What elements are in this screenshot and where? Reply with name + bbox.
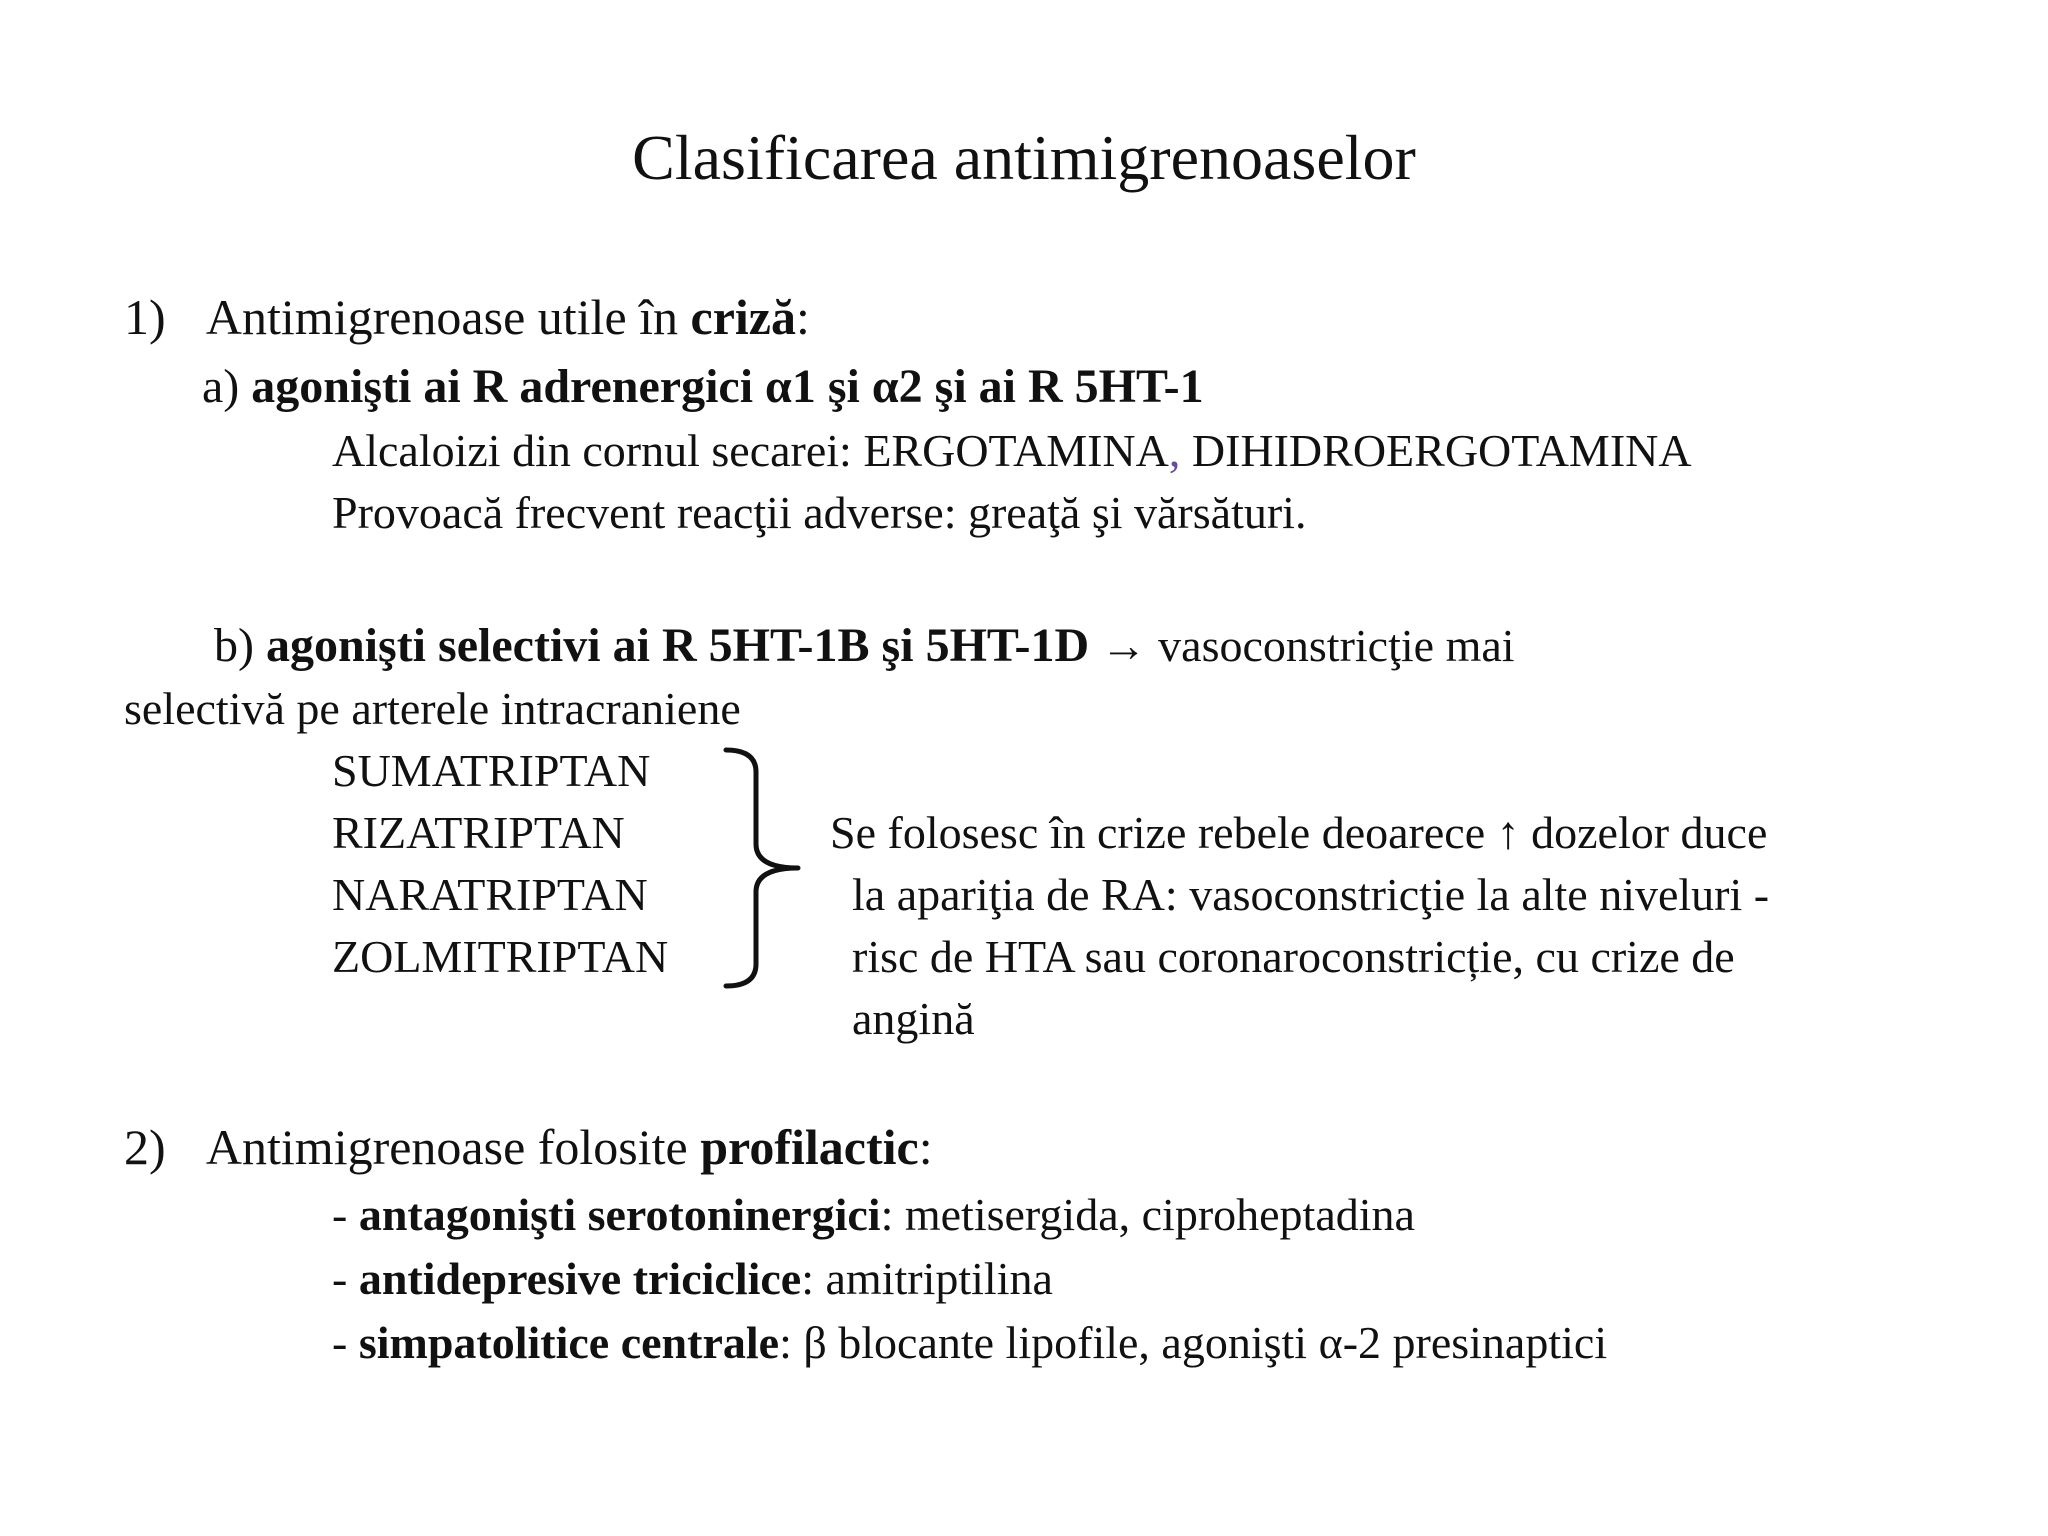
prophylactic-item [332,1253,1053,1304]
list-dash: - [332,1189,359,1240]
subsection-a-title: agonişti ai R adrenergici α1 şi α2 şi ai R 5HT-1 [251,360,1204,413]
section2-bold: profilactic [700,1119,919,1175]
drug-item: RIZATRIPTAN [332,807,625,858]
list-dash: - [332,1253,359,1304]
subsection-b-label: b) [214,619,266,672]
subsection-b-arrow-text: → vasoconstricţie mai [1089,620,1515,671]
subsection-b-heading [214,619,1515,672]
prophylactic-drugs: : metisergida, ciproheptadina [880,1189,1415,1240]
triptan-note-line: la apariţia de RA: vasoconstricţie la alte niveluri - [852,869,1770,920]
section2-number: 2) [124,1119,166,1175]
subsection-b-continuation: selectivă pe arterele intracraniene [124,683,741,734]
prophylactic-drugs: : amitriptilina [801,1253,1053,1304]
slide-title: Clasificarea antimigrenoaselor [632,122,1416,193]
section2-tail: : [918,1119,933,1175]
triptan-note-line: Se folosesc în crize rebele deoarece ↑ dozelor duce [830,807,1768,858]
section2-text: Antimigrenoase folosite [205,1119,701,1175]
section1-text: Antimigrenoase utile în [205,289,691,345]
list-dash: - [332,1317,359,1368]
right-brace-icon [718,744,808,992]
drug-item: ZOLMITRIPTAN [332,931,669,982]
triptan-note-line: risc de HTA sau coronaroconstricție, cu crize de [852,931,1735,982]
section1-tail: : [796,289,810,345]
section2-heading [124,1119,933,1175]
prophylactic-item [332,1317,1608,1368]
prophylactic-class: antidepresive triciclice [358,1253,802,1304]
alkaloids-line [332,425,1692,476]
drug-item: NARATRIPTAN [332,869,648,920]
alkaloids-prefix: Alcaloizi din cornul secarei: ERGOTAMINA [332,425,1169,476]
prophylactic-class: antagonişti serotoninergici [358,1189,881,1240]
prophylactic-drugs: : β blocante lipofile, agonişti α-2 presinaptici [779,1317,1608,1368]
subsection-a-label: a) [202,360,252,413]
alkaloids-comma: , [1168,425,1181,476]
prophylactic-class: simpatolitice centrale [358,1317,780,1368]
subsection-b-title: agonişti selectivi ai R 5HT-1B şi 5HT-1D [265,619,1090,672]
side-effects-line: Provoacă frecvent reacţii adverse: greaţă şi vărsături. [332,487,1307,538]
section1-number: 1) [124,289,166,345]
section1-bold: criză [690,289,796,345]
section1-heading [124,289,810,345]
prophylactic-item [332,1189,1415,1240]
alkaloids-suffix: DIHIDROERGOTAMINA [1180,425,1692,476]
triptan-note-line: angină [852,993,975,1044]
drug-item: SUMATRIPTAN [332,745,651,796]
subsection-a-heading [202,360,1204,413]
